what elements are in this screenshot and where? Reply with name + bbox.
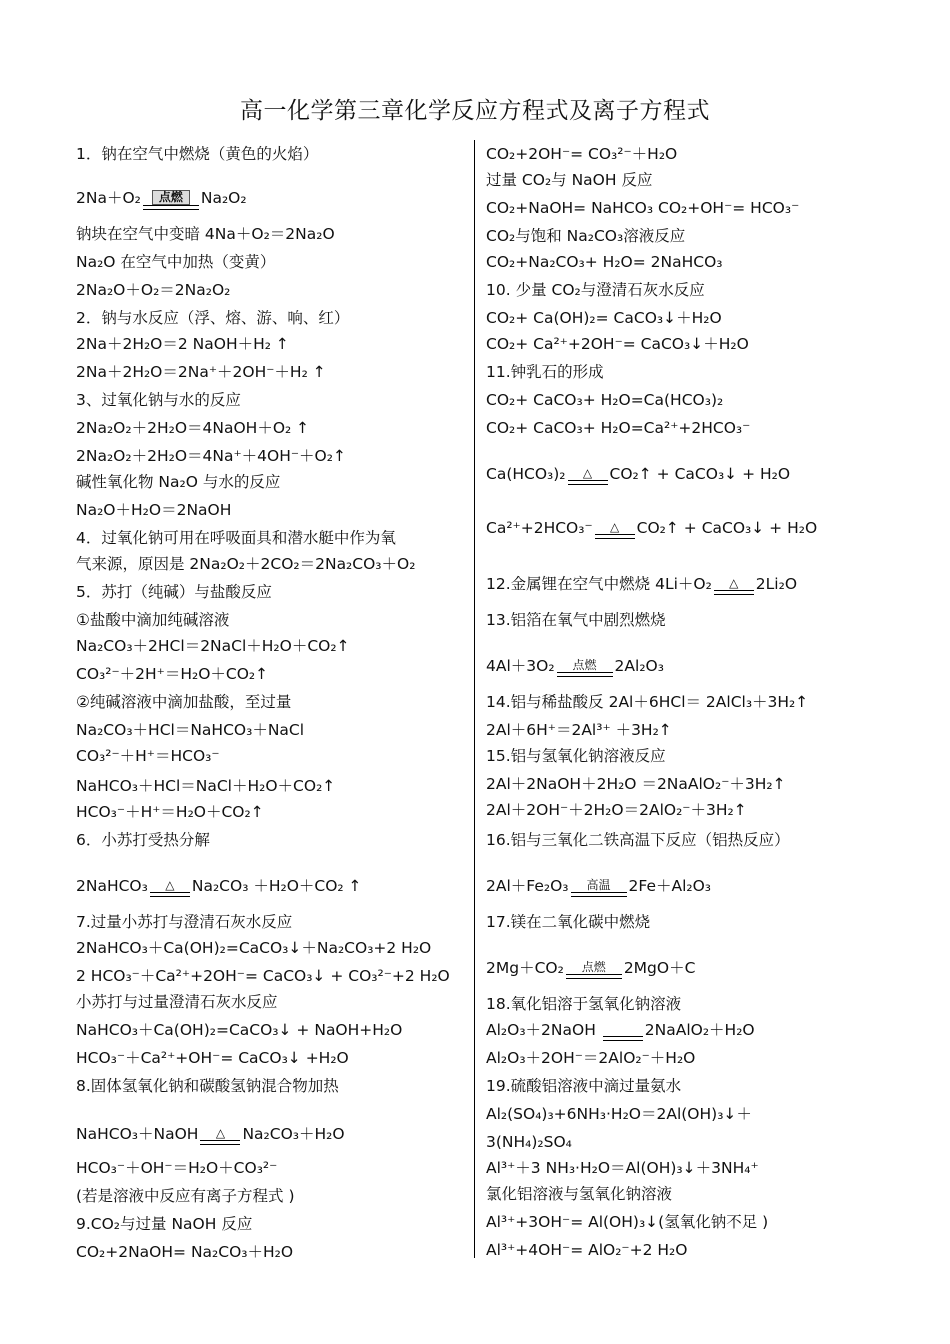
reaction-condition: 点燃 <box>152 190 190 205</box>
text-line: 5．苏打（纯碱）与盐酸反应 <box>76 583 272 601</box>
reaction-condition: 点燃 <box>581 960 606 974</box>
text-line: 2Na₂O₂＋2H₂O＝4Na⁺＋4OH⁻＋O₂↑ <box>76 447 346 465</box>
reaction-arrow <box>595 521 635 539</box>
reaction-condition: △ <box>610 520 620 534</box>
reactants: 2Na＋O₂ <box>76 189 141 207</box>
text-line: 2Al＋2OH⁻＋2H₂O＝2AlO₂⁻＋3H₂↑ <box>486 801 747 819</box>
double-bar-icon <box>200 1140 240 1145</box>
text-line: 2Na₂O₂＋2H₂O＝4NaOH＋O₂ ↑ <box>76 419 310 437</box>
reactants: 2Al＋Fe₂O₃ <box>486 877 569 895</box>
text-line: 过量 CO₂与 NaOH 反应 <box>486 171 653 189</box>
double-bar-icon <box>571 892 627 897</box>
products: CO₂↑ + CaCO₃↓ + H₂O <box>609 465 791 483</box>
text-line: 17.镁在二氧化碳中燃烧 <box>486 913 651 931</box>
double-bar-icon <box>150 892 190 897</box>
text-line: CO₂+ CaCO₃+ H₂O=Ca²⁺+2HCO₃⁻ <box>486 419 751 437</box>
equation-line <box>486 656 664 679</box>
text-line: HCO₃⁻＋Ca²⁺+OH⁻= CaCO₃↓ +H₂O <box>76 1049 349 1067</box>
reaction-condition: △ <box>215 1126 226 1140</box>
text-line: 3、过氧化钠与水的反应 <box>76 391 241 409</box>
reaction-arrow <box>603 1023 643 1041</box>
text-line: CO₃²⁻＋2H⁺＝H₂O＋CO₂↑ <box>76 665 269 683</box>
text-line: NaHCO₃＋HCl＝NaCl＋H₂O＋CO₂↑ <box>76 777 336 795</box>
text-line: Al³⁺+3OH⁻= Al(OH)₃↓(氢氧化钠不足 ) <box>486 1213 769 1231</box>
reactants: 2Mg＋CO₂ <box>486 959 564 977</box>
reactants: NaHCO₃＋NaOH <box>76 1125 199 1143</box>
text-line: 8.固体氢氧化钠和碳酸氢钠混合物加热 <box>76 1077 339 1095</box>
reactants: 12.金属锂在空气中燃烧 4Li＋O₂ <box>486 575 712 593</box>
reaction-arrow <box>566 961 622 979</box>
reactants: Ca(HCO₃)₂ <box>486 465 566 483</box>
products: Na₂CO₃＋H₂O <box>242 1125 345 1143</box>
text-line: CO₂+Na₂CO₃+ H₂O= 2NaHCO₃ <box>486 253 723 271</box>
text-line: ①盐酸中滴加纯碱溶液 <box>76 611 230 629</box>
text-line: 14.铝与稀盐酸反 2Al＋6HCl＝ 2AlCl₃＋3H₂↑ <box>486 693 809 711</box>
text-line: 气来源，原因是 2Na₂O₂＋2CO₂＝2Na₂CO₃＋O₂ <box>76 555 416 573</box>
text-line: 6．小苏打受热分解 <box>76 831 210 849</box>
text-line: 2Al＋6H⁺＝2Al³⁺ ＋3H₂↑ <box>486 721 672 739</box>
double-bar-icon <box>557 672 613 677</box>
products: Na₂O₂ <box>200 189 247 207</box>
reaction-condition: △ <box>582 466 593 480</box>
reaction-arrow <box>143 190 199 210</box>
text-line: Al₂O₃＋2OH⁻＝2AlO₂⁻＋H₂O <box>486 1049 696 1067</box>
text-line: HCO₃⁻＋OH⁻＝H₂O＋CO₃²⁻ <box>76 1159 278 1177</box>
text-line: CO₂+ CaCO₃+ H₂O=Ca(HCO₃)₂ <box>486 391 724 409</box>
page-title: 高一化学第三章化学反应方程式及离子方程式 <box>240 98 710 124</box>
products: 2NaAlO₂＋H₂O <box>644 1021 755 1039</box>
text-line: (若是溶液中反应有离子方程式 ) <box>76 1187 295 1205</box>
text-line: Na₂CO₃＋2HCl＝2NaCl＋H₂O＋CO₂↑ <box>76 637 350 655</box>
text-line: Na₂CO₃＋HCl＝NaHCO₃＋NaCl <box>76 721 305 739</box>
text-line: 10. 少量 CO₂与澄清石灰水反应 <box>486 281 705 299</box>
reaction-arrow <box>150 879 190 897</box>
equation-line <box>486 876 711 899</box>
double-bar-icon <box>566 974 622 979</box>
reaction-arrow <box>714 577 754 595</box>
text-line: 9.CO₂与过量 NaOH 反应 <box>76 1215 253 1233</box>
text-line: 2 HCO₃⁻＋Ca²⁺+2OH⁻= CaCO₃↓ + CO₃²⁻+2 H₂O <box>76 967 450 985</box>
text-line: 7.过量小苏打与澄清石灰水反应 <box>76 913 293 931</box>
reactants: Al₂O₃＋2NaOH <box>486 1021 601 1039</box>
text-line: 碱性氧化物 Na₂O 与水的反应 <box>76 473 281 491</box>
text-line: Al³⁺＋3 NH₃·H₂O＝Al(OH)₃↓＋3NH₄⁺ <box>486 1159 759 1177</box>
equation-line <box>76 876 362 899</box>
text-line: 2．钠与水反应（浮、熔、游、响、红） <box>76 309 350 327</box>
equation-line <box>486 958 695 981</box>
text-line: 2NaHCO₃＋Ca(OH)₂=CaCO₃↓＋Na₂CO₃+2 H₂O <box>76 939 432 957</box>
reactants: 2NaHCO₃ <box>76 877 148 895</box>
reaction-arrow <box>557 659 613 677</box>
text-line: 13.铝箔在氧气中剧烈燃烧 <box>486 611 666 629</box>
products: 2Li₂O <box>755 575 798 593</box>
reaction-condition <box>621 1023 625 1036</box>
products: Na₂CO₃ ＋H₂O＋CO₂ ↑ <box>191 877 362 895</box>
text-line: 小苏打与过量澄清石灰水反应 <box>76 993 278 1011</box>
reaction-arrow <box>200 1127 240 1145</box>
text-line: Na₂O 在空气中加热（变黄） <box>76 253 276 271</box>
text-line: CO₂+2OH⁻= CO₃²⁻＋H₂O <box>486 145 678 163</box>
text-line: 19.硫酸铝溶液中滴过量氨水 <box>486 1077 682 1095</box>
products: 2Al₂O₃ <box>614 657 664 675</box>
equation-line <box>486 518 817 541</box>
reaction-condition: 高温 <box>586 878 611 892</box>
text-line: 2Na₂O＋O₂＝2Na₂O₂ <box>76 281 231 299</box>
text-line: Na₂O＋H₂O＝2NaOH <box>76 501 232 519</box>
text-line: 4．过氧化钠可用在呼吸面具和潜水艇中作为氧 <box>76 529 396 547</box>
text-line: 2Na＋2H₂O＝2Na⁺＋2OH⁻＋H₂ ↑ <box>76 363 326 381</box>
reaction-arrow <box>568 467 608 485</box>
text-line: NaHCO₃＋Ca(OH)₂=CaCO₃↓ + NaOH+H₂O <box>76 1021 403 1039</box>
text-line: 15.铝与氢氧化钠溶液反应 <box>486 747 666 765</box>
text-line: 氯化铝溶液与氢氧化钠溶液 <box>486 1185 673 1203</box>
products: 2MgO＋C <box>623 959 696 977</box>
equation-line <box>76 1124 345 1147</box>
text-line: Al₂(SO₄)₃+6NH₃·H₂O＝2Al(OH)₃↓＋ <box>486 1105 752 1123</box>
text-line: 2Na＋2H₂O＝2 NaOH＋H₂ ↑ <box>76 335 289 353</box>
double-bar-icon <box>143 205 199 210</box>
products: CO₂↑ + CaCO₃↓ + H₂O <box>636 519 818 537</box>
equation-line <box>486 574 797 597</box>
text-line: 11.钟乳石的形成 <box>486 363 604 381</box>
text-line: 2Al＋2NaOH＋2H₂O ＝2NaAlO₂⁻＋3H₂↑ <box>486 775 786 793</box>
reaction-condition: △ <box>729 576 739 590</box>
double-bar-icon <box>568 480 608 485</box>
text-line: 18.氧化铝溶于氢氧化钠溶液 <box>486 995 682 1013</box>
column-divider <box>474 140 475 1258</box>
text-line: Al³⁺+4OH⁻= AlO₂⁻+2 H₂O <box>486 1241 688 1259</box>
text-line: ②纯碱溶液中滴加盐酸，至过量 <box>76 693 292 711</box>
reactants: Ca²⁺+2HCO₃⁻ <box>486 519 593 537</box>
reaction-condition: △ <box>165 878 175 892</box>
text-line: CO₃²⁻＋H⁺＝HCO₃⁻ <box>76 747 220 765</box>
text-line: CO₂+2NaOH= Na₂CO₃＋H₂O <box>76 1243 294 1261</box>
products: 2Fe＋Al₂O₃ <box>628 877 712 895</box>
text-line: CO₂+ Ca²⁺+2OH⁻= CaCO₃↓＋H₂O <box>486 335 749 353</box>
double-bar-icon <box>603 1036 643 1041</box>
text-line: 1．钠在空气中燃烧（黄色的火焰） <box>76 145 319 163</box>
text-line: CO₂与饱和 Na₂CO₃溶液反应 <box>486 227 686 245</box>
text-line: CO₂+ Ca(OH)₂= CaCO₃↓＋H₂O <box>486 309 722 327</box>
equation-line <box>486 464 790 487</box>
text-line: CO₂+NaOH= NaHCO₃ CO₂+OH⁻= HCO₃⁻ <box>486 199 800 217</box>
reaction-arrow <box>571 879 627 897</box>
text-line: 16.铝与三氧化二铁高温下反应（铝热反应） <box>486 831 790 849</box>
equation-line <box>76 188 247 212</box>
reaction-condition: 点燃 <box>572 658 597 672</box>
text-line: HCO₃⁻＋H⁺＝H₂O＋CO₂↑ <box>76 803 264 821</box>
reactants: 4Al＋3O₂ <box>486 657 555 675</box>
text-line: 钠块在空气中变暗 4Na＋O₂＝2Na₂O <box>76 225 335 243</box>
equation-line <box>486 1020 755 1043</box>
double-bar-icon <box>714 590 754 595</box>
double-bar-icon <box>595 534 635 539</box>
text-line: 3(NH₄)₂SO₄ <box>486 1133 572 1151</box>
